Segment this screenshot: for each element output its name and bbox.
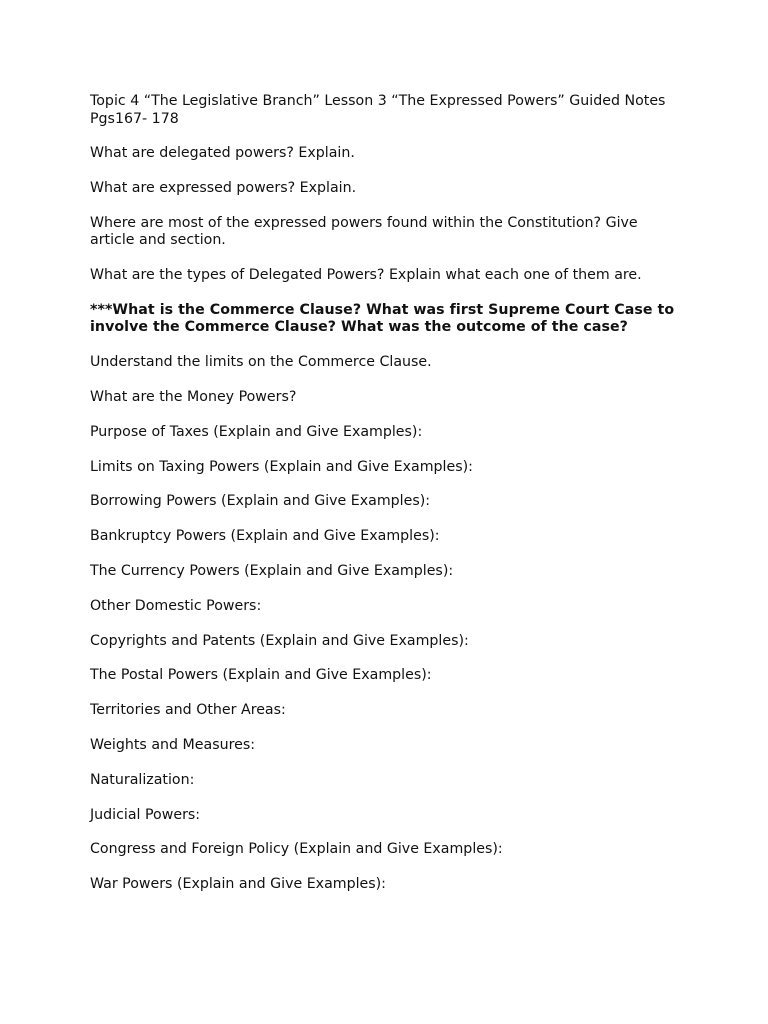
prompt-currency-powers: The Currency Powers (Explain and Give Examples): [90,563,454,580]
prompt-bankruptcy-powers: Bankruptcy Powers (Explain and Give Examples): [90,528,440,545]
question-constitution-location: Where are most of the expressed powers found within the Constitution? Give article and section. [90,214,638,249]
question-money-powers: What are the Money Powers? [90,389,297,406]
heading-other-domestic-powers: Other Domestic Powers: [90,597,262,614]
question-delegated-powers: What are delegated powers? Explain. [90,145,355,162]
prompt-foreign-policy: Congress and Foreign Policy (Explain and Give Examples): [90,841,503,858]
note-commerce-clause-limits: Understand the limits on the Commerce Clause. [90,354,432,371]
prompt-judicial-powers: Judicial Powers: [90,806,201,823]
prompt-borrowing-powers: Borrowing Powers (Explain and Give Examples): [90,493,431,510]
question-types-delegated-powers: What are the types of Delegated Powers? Explain what each one of them are. [90,267,642,284]
question-commerce-clause: ***What is the Commerce Clause? What was first Supreme Court Case to involve the Commerce Clause? What was the outcome of the case? [90,301,675,336]
prompt-postal-powers: The Postal Powers (Explain and Give Examples): [90,667,432,684]
prompt-limits-taxing-powers: Limits on Taxing Powers (Explain and Give Examples): [90,458,473,475]
prompt-territories: Territories and Other Areas: [90,702,286,719]
prompt-purpose-of-taxes: Purpose of Taxes (Explain and Give Examples): [90,423,423,440]
document-body [90,93,680,911]
prompt-weights-measures: Weights and Measures: [90,737,255,754]
prompt-war-powers: War Powers (Explain and Give Examples): [90,876,386,893]
question-expressed-powers: What are expressed powers? Explain. [90,180,357,197]
prompt-naturalization: Naturalization: [90,771,195,788]
document-title: Topic 4 “The Legislative Branch” Lesson 3 “The Expressed Powers” Guided Notes Pgs167- 178 [90,93,666,127]
prompt-copyrights-patents: Copyrights and Patents (Explain and Give Examples): [90,632,469,649]
